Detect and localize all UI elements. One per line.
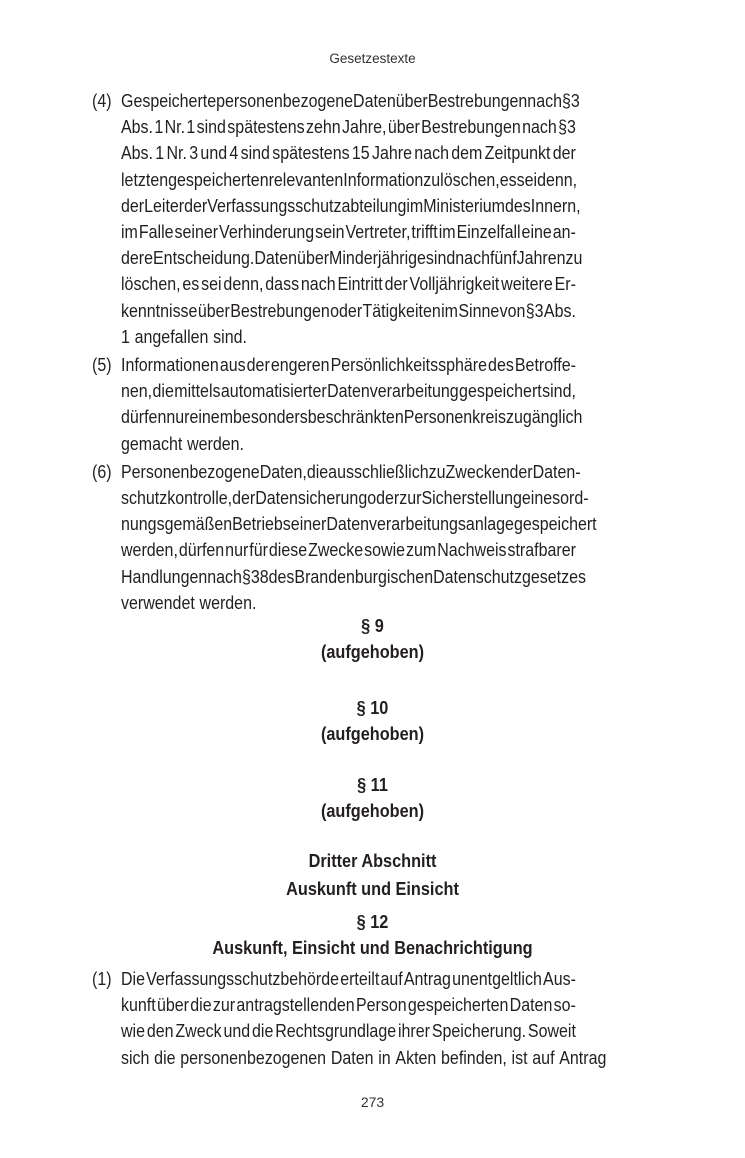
text-line: kunft über die zur antragstellenden Person gespeicherten Daten so- — [121, 994, 576, 1016]
text-line: Abs. 1 Nr. 1 sind spätestens zehn Jahre, über Bestrebungen nach §3 — [121, 116, 576, 138]
text-line: Handlungen nach § 38 des Brandenburgischen Datenschutzgesetzes — [121, 565, 586, 587]
page-number: 273 — [360, 1094, 385, 1110]
text-line: nungsgemäßen Betriebs einer Datenverarbeitungsanlage gespeichert — [121, 513, 597, 535]
text-line: dere Entscheidung. Daten über Minderjährige sind nach fünf Jahren zu — [121, 247, 583, 269]
paragraph-number: (4) — [92, 90, 112, 111]
text-line: kenntnisse über Bestrebungen oder Tätigkeiten im Sinne von §3 Abs. — [121, 299, 576, 321]
running-header: Gesetzestexte — [329, 51, 416, 66]
section-9-number: § 9 — [361, 615, 384, 636]
text-line: sich die personenbezogenen Daten in Akten befinden, ist auf Antrag — [121, 1046, 607, 1068]
section-11-number: § 11 — [357, 774, 388, 795]
text-line: im Falle seiner Verhinderung sein Vertreter, trifft im Einzelfall eine an- — [121, 220, 576, 242]
text-line: nen, die mittels automatisierter Datenverarbeitung gespeichert sind, — [121, 380, 576, 402]
chapter-label: Dritter Abschnitt — [308, 850, 437, 871]
section-10-number: § 10 — [356, 697, 389, 718]
paragraph-number: (5) — [92, 354, 112, 375]
text-line: Die Verfassungsschutzbehörde erteilt auf Antrag unentgeltlich Aus- — [121, 968, 576, 989]
section-10-title: (aufgehoben) — [320, 723, 425, 744]
text-line: Gespeicherte personenbezogene Daten über Bestrebungen nach §3 — [121, 90, 580, 111]
section-12-number: § 12 — [356, 911, 389, 932]
section-9-title: (aufgehoben) — [320, 641, 425, 662]
text-line: 1 angefallen sind. — [121, 325, 247, 347]
text-line: letzten gespeicherten relevanten Information zu löschen, es sei denn, — [121, 168, 578, 190]
text-line: der Leiter der Verfassungsschutzabteilung im Ministerium des Innern, — [121, 194, 581, 216]
text-line: schutzkontrolle, der Datensicherung oder zur Sicherstellung eines ord- — [121, 486, 589, 508]
text-line: Personenbezogene Daten, die ausschließlich zu Zwecken der Daten- — [121, 460, 581, 482]
text-line: werden, dürfen nur für diese Zwecke sowie zum Nachweis strafbarer — [121, 539, 576, 561]
section-12-title: Auskunft, Einsicht und Benachrichtigung — [212, 937, 533, 958]
paragraph-number: (6) — [92, 460, 112, 482]
text-line: gemacht werden. — [121, 432, 244, 454]
text-line: verwendet werden. — [121, 591, 257, 613]
text-line: Informationen aus der engeren Persönlichkeitssphäre des Betroffe- — [121, 354, 576, 375]
text-line: löschen, es sei denn, dass nach Eintritt der Volljährigkeit weitere Er- — [121, 273, 576, 295]
text-line: wie den Zweck und die Rechtsgrundlage ihrer Speicherung. Soweit — [121, 1020, 576, 1042]
chapter-title: Auskunft und Einsicht — [286, 878, 459, 899]
paragraph-number: (1) — [92, 968, 112, 989]
text-line: dürfen nur einem besonders beschränkten Personenkreis zugänglich — [121, 406, 583, 428]
section-11-title: (aufgehoben) — [320, 800, 425, 821]
text-line: Abs. 1 Nr. 3 und 4 sind spätestens 15 Jahre nach dem Zeitpunkt der — [121, 142, 576, 164]
